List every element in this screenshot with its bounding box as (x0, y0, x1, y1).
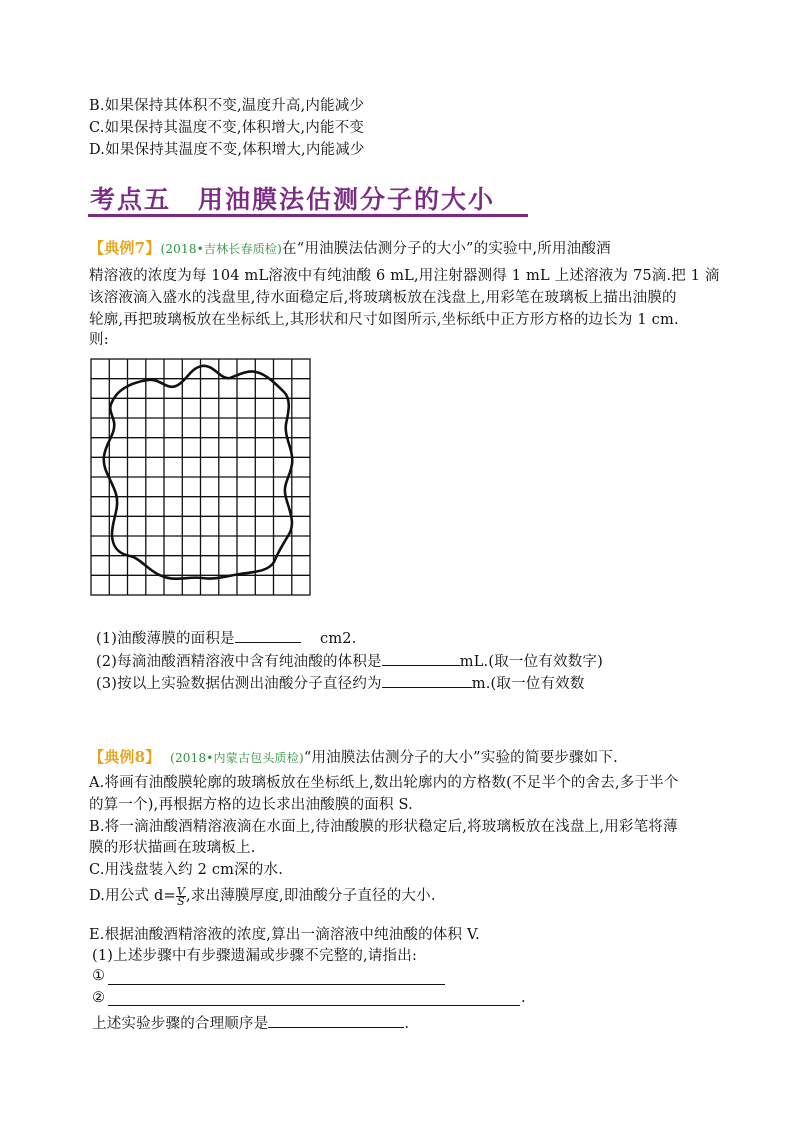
step-a-line2: 的算一个),再根据方格的边长求出油酸膜的面积 S. (89, 797, 413, 813)
q2-answer-blank[interactable] (382, 650, 460, 666)
step-d-suffix: ,求出薄膜厚度,即油酸分子直径的大小. (186, 888, 436, 904)
step-d (89, 886, 436, 906)
example7-q1 (96, 627, 357, 649)
q1-unit: cm2. (320, 631, 357, 647)
example7-q2 (96, 650, 603, 672)
blank2-marker: ② (92, 990, 106, 1006)
order-answer-blank[interactable] (268, 1012, 404, 1028)
example7-line3: 该溶液滴入盛水的浅盘里,待水面稳定后,将玻璃板放在浅盘上,用彩笔在玻璃板上描出油膜的 (89, 290, 677, 306)
order-period: . (404, 1016, 410, 1032)
formula-fraction (176, 884, 186, 908)
example8-order (92, 1012, 409, 1034)
example8-intro: “用油膜法估测分子的大小”实验的简要步骤如下. (303, 750, 618, 766)
example8-source: (2018•内蒙古包头质检) (170, 751, 304, 765)
step-e: E.根据油酸酒精溶液的浓度,算出一滴溶液中纯油酸的体积 V. (89, 927, 480, 943)
section-title-underline (88, 214, 528, 217)
section-title: 考点五 用油膜法估测分子的大小 (90, 185, 496, 214)
q2-prompt: (2)每滴油酸酒精溶液中含有纯油酸的体积是 (96, 654, 382, 670)
q3-prompt: (3)按以上实验数据估测出油酸分子直径约为 (96, 676, 382, 692)
example7-line4: 轮廓,再把玻璃板放在坐标纸上,其形状和尺寸如图所示,坐标纸中正方形方格的边长为 1 cm. (89, 312, 679, 328)
example7-line2: 精溶液的浓度为每 104 mL溶液中有纯油酸 6 mL,用注射器测得 1 mL 上述溶液为 75滴.把 1 滴 (89, 268, 720, 284)
example7-tag: 【典例7】 (89, 239, 161, 257)
example7-source: (2018•吉林长春质检) (160, 242, 283, 256)
oil-film-grid-figure (90, 358, 312, 598)
example7-header (89, 238, 611, 259)
option-d: D.如果保持其温度不变,体积增大,内能减少 (89, 142, 365, 158)
example8-tag: 【典例8】 (89, 748, 161, 766)
blank2-period: . (521, 990, 526, 1006)
step-b-line2: 膜的形状描画在玻璃板上. (89, 840, 256, 856)
order-prompt: 上述实验步骤的合理顺序是 (92, 1016, 269, 1032)
grid-lines (91, 359, 310, 595)
step-c: C.用浅盘装入约 2 cm深的水. (89, 862, 284, 878)
q1-prompt: (1)油酸薄膜的面积是 (96, 631, 235, 647)
example8-q1: (1)上述步骤中有步骤遗漏或步骤不完整的,请指出: (92, 948, 418, 964)
q3-unit: m.(取一位有效数 (471, 676, 585, 692)
q2-unit: mL.(取一位有效数字) (459, 654, 603, 670)
blank2-answer-line[interactable] (108, 1005, 520, 1006)
formula-numerator: V (176, 884, 186, 898)
blank1-marker: ① (92, 968, 106, 984)
blank1-answer-line[interactable] (108, 984, 445, 985)
example7-line5: 则: (89, 332, 109, 348)
example7-q3 (96, 672, 585, 694)
example8-header (89, 747, 618, 768)
q3-answer-blank[interactable] (382, 672, 472, 688)
q1-answer-blank[interactable] (235, 627, 301, 643)
step-d-prefix: D.用公式 d= (89, 888, 176, 904)
step-a-line1: A.将画有油酸膜轮廓的玻璃板放在坐标纸上,数出轮廓内的方格数(不足半个的舍去,多于半个 (89, 775, 679, 791)
option-b: B.如果保持其体积不变,温度升高,内能减少 (89, 98, 365, 114)
step-b-line1: B.将一滴油酸酒精溶液滴在水面上,待油酸膜的形状稳定后,将玻璃板放在浅盘上,用彩笔将薄 (89, 819, 678, 835)
example7-line1: 在“用油膜法估测分子的大小”的实验中,所用油酸酒 (282, 241, 611, 257)
formula-denominator: S (177, 894, 185, 908)
option-c: C.如果保持其温度不变,体积增大,内能不变 (89, 120, 365, 136)
